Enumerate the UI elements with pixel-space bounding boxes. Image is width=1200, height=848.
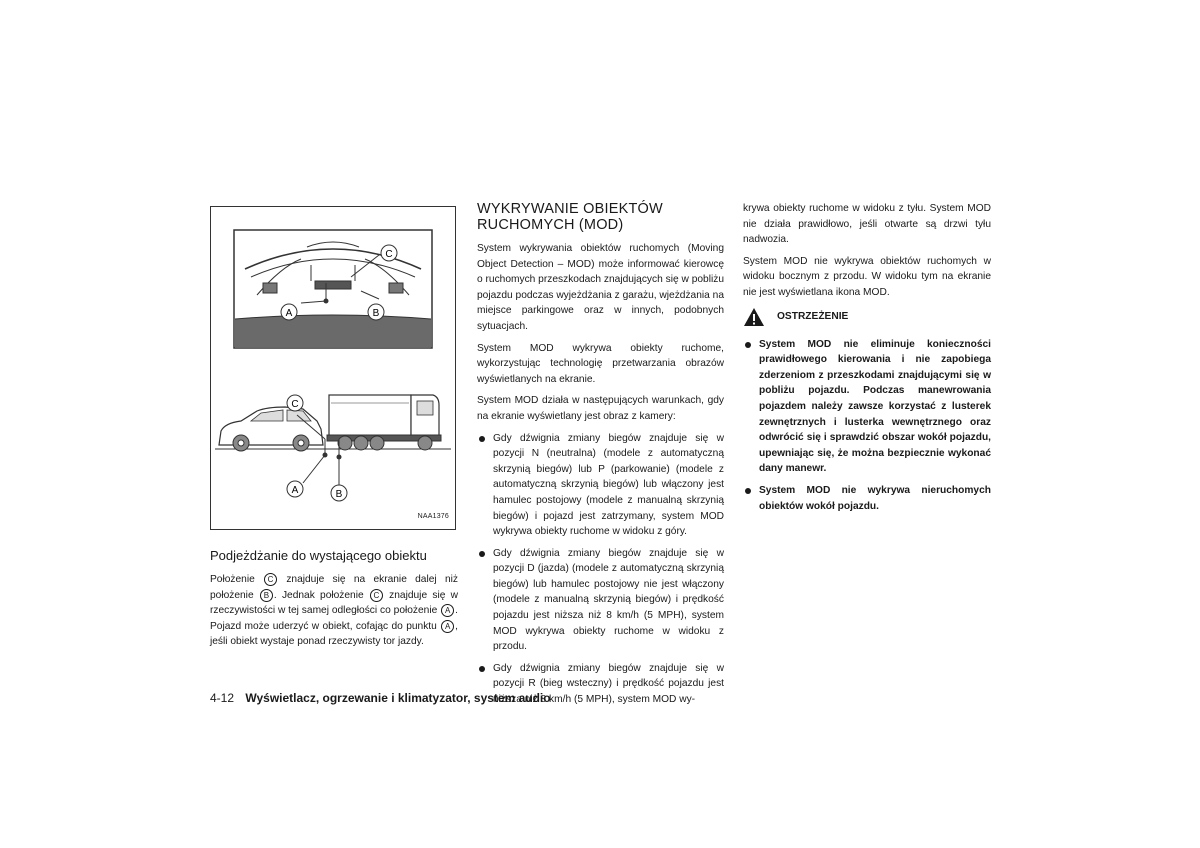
- paragraph: [210, 572, 458, 650]
- warning-icon: [743, 307, 765, 327]
- text-span: . Jednak położenie: [273, 589, 364, 601]
- figure-code: NAA1376: [417, 513, 449, 521]
- right-column: [743, 201, 991, 520]
- label-c-side: C: [291, 399, 299, 410]
- warning-bullet: [743, 483, 991, 514]
- paragraph: System MOD działa w następujących warunkach, gdy na ekranie wyświetlany jest obraz z kamery:: [477, 395, 724, 422]
- circled-letter-a: A: [441, 620, 454, 633]
- label-a-side: A: [291, 485, 299, 496]
- mod-illustration: [210, 206, 456, 530]
- bullet-text: Gdy dźwignia zmiany biegów znajduje się w pozycji D (jazda) (modele z automatyczną skrzynią biegów) lub hamulec postojowy nie jest włączony (modele z manualną skrzynią biegów) i prędkość pojazdu jest niższa niż 8 km/h (5 MPH), system MOD wykrywa obiekty ruchome w widoku z przodu.: [493, 547, 724, 653]
- bullet-text: System MOD nie eliminuje konieczności prawidłowego kierowania i nie zapobiega zderzeniom z przeszkodami znajdującymi się w pobliżu pojazdu. Podczas manewrowania pojazdem należy zawsze korzystać z lusterek zewnętrznych i lusterka wewnętrznego oraz odwrócić się i sprawdzić obszar wokół pojazdu, upewniając się, że można bezpiecznie wykonać dany manewr.: [759, 338, 991, 475]
- bullet-icon: [479, 436, 485, 442]
- middle-column: [477, 201, 724, 714]
- text-span: znajduje się na ekranie dalej niż położenie: [210, 574, 458, 601]
- bullet-text: Gdy dźwignia zmiany biegów znajduje się w pozycji R (bieg wsteczny) i prędkość pojazdu jest niższa niż 8 km/h (5 MPH), system MOD wy-: [493, 662, 724, 706]
- text-span: .: [455, 605, 458, 617]
- section-subheading: Podjeżdżanie do wystającego obiektu: [210, 548, 427, 563]
- bullet-text: Gdy dźwignia zmiany biegów znajduje się w pozycji N (neutralna) (modele z automatyczną skrzynią biegów) lub P (parkowanie) (modele z automatyczną skrzynią biegów) lub włączony jest hamulec postojowy (modele z manualną skrzynią biegów) i pojazd jest zatrzymany, system MOD wykrywa obiekty ruchome w widoku z góry.: [493, 432, 724, 538]
- page-footer: [210, 690, 551, 706]
- bullet-icon: [479, 666, 485, 672]
- text-span: , jeśli obiekt wystaje ponad rzeczywisty tor jazdy.: [210, 620, 458, 648]
- left-column: [210, 206, 458, 656]
- circled-letter-a: A: [441, 604, 454, 617]
- text-span: Położenie: [210, 574, 255, 585]
- warning-bullet: [743, 337, 991, 477]
- circled-letter-c: C: [264, 573, 277, 586]
- bullet-icon: [745, 342, 751, 348]
- bullet-text: System MOD nie wykrywa nieruchomych obiektów wokół pojazdu.: [759, 484, 991, 512]
- paragraph: System MOD wykrywa obiekty ruchome, wykorzystując technologię przetwarzania obrazów wyświetlanych na ekranie.: [477, 342, 724, 385]
- bullet-item: [477, 546, 724, 655]
- circled-letter-c: C: [370, 589, 383, 602]
- label-a-top: A: [285, 308, 293, 319]
- bullet-icon: [479, 551, 485, 557]
- circled-letter-b: B: [260, 589, 273, 602]
- warning-title: OSTRZEŻENIE: [777, 310, 849, 322]
- camera-view-diagram: [211, 207, 457, 531]
- paragraph: System MOD nie wykrywa obiektów ruchomych w widoku bocznym z przodu. W widoku tym na ekranie nie jest wyświetlana ikona MOD.: [743, 255, 991, 298]
- paragraph: System wykrywania obiektów ruchomych (Moving Object Detection – MOD) może informować kierowcę o ruchomych przeszkodach znajdujących się w pobliżu pojazdu podczas wyjeżdżania z garażu, wjeżdżania na miejsce parkingowe oraz w innych, podobnych sytuacjach.: [477, 243, 724, 332]
- label-b-top: B: [372, 308, 380, 319]
- text-span: Pojazd może uderzyć w obiekt, cofając do punktu: [210, 620, 437, 632]
- page-number: 4-12: [210, 691, 235, 705]
- chapter-title: Wyświetlacz, ogrzewanie i klimatyzator, system audio: [245, 691, 551, 705]
- label-b-side: B: [335, 489, 343, 500]
- section-heading: WYKRYWANIE OBIEKTÓW RUCHOMYCH (MOD): [477, 201, 663, 233]
- paragraph: krywa obiekty ruchome w widoku z tyłu. System MOD nie działa prawidłowo, jeśli otwarte są drzwi tyłu nadwozia.: [743, 203, 991, 246]
- text-span: znajduje się w rzeczywistości w tej samej odległości co położenie: [210, 589, 458, 617]
- label-c-top: C: [385, 249, 393, 260]
- warning-header: [743, 307, 991, 327]
- bullet-icon: [745, 488, 751, 494]
- bullet-item: [477, 431, 724, 540]
